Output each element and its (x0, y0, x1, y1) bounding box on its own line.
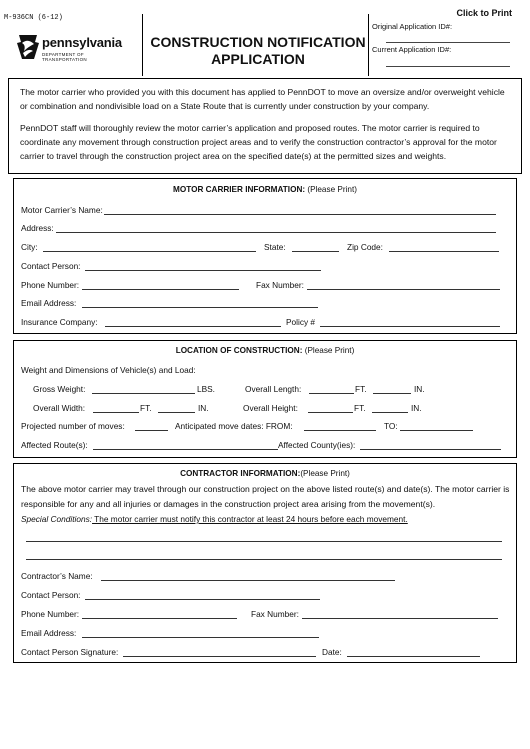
gross-weight-field[interactable] (92, 393, 195, 394)
lbs-unit: LBS. (197, 384, 215, 394)
fax-field[interactable] (307, 289, 500, 290)
insurance-company-field[interactable] (105, 326, 281, 327)
page-title: CONSTRUCTION NOTIFICATION APPLICATION (150, 34, 366, 67)
contact-person-field[interactable] (85, 270, 321, 271)
contractor-fax-field[interactable] (302, 618, 498, 619)
motor-carrier-heading: MOTOR CARRIER INFORMATION: (Please Print) (173, 185, 357, 194)
gross-weight-label: Gross Weight: (33, 384, 86, 394)
projected-moves-label: Projected number of moves: (21, 421, 125, 431)
contractor-email-label: Email Address: (21, 628, 77, 638)
agency-subtitle: DEPARTMENT OF TRANSPORTATION (42, 52, 87, 62)
state-field[interactable] (292, 251, 339, 252)
contractor-contact-field[interactable] (85, 599, 320, 600)
policy-field[interactable] (320, 326, 500, 327)
pennsylvania-logo (16, 34, 126, 64)
overall-width-label: Overall Width: (33, 403, 86, 413)
contractor-name-field[interactable] (101, 580, 395, 581)
height-ft-unit: FT. (354, 403, 366, 413)
contractor-fax-label: Fax Number: (251, 609, 299, 619)
weight-dimensions-label: Weight and Dimensions of Vehicle(s) and Load: (21, 365, 196, 375)
special-conditions-line-2[interactable] (26, 559, 502, 560)
affected-routes-label: Affected Route(s): (21, 440, 88, 450)
overall-height-in-field[interactable] (372, 412, 408, 413)
contractor-date-field[interactable] (347, 656, 480, 657)
special-conditions: Special Conditions: The motor carrier must notify this contractor at least 24 hours before each movement. (21, 514, 408, 524)
move-date-to-label: TO: (384, 421, 398, 431)
special-conditions-line-1[interactable] (26, 541, 502, 542)
move-date-to-field[interactable] (400, 430, 473, 431)
contractor-signature-label: Contact Person Signature: (21, 647, 119, 657)
overall-height-label: Overall Height: (243, 403, 298, 413)
current-application-id-label: Current Application ID#: (372, 45, 452, 54)
city-label: City: (21, 242, 38, 252)
keystone-icon (16, 34, 40, 60)
current-application-id-field[interactable] (386, 66, 510, 67)
phone-label: Phone Number: (21, 280, 80, 290)
intro-box (8, 78, 522, 174)
location-section (13, 340, 517, 458)
affected-county-field[interactable] (360, 449, 501, 450)
location-heading: LOCATION OF CONSTRUCTION: (Please Print) (175, 346, 355, 355)
contractor-statement: The above motor carrier may travel through our construction project on the above listed route(s) and date(s). The motor carrier is responsible for any and all injuries or damages in the construction project area arising from the movement(s). (21, 484, 510, 509)
zip-label: Zip Code: (347, 242, 383, 252)
anticipated-from-label: Anticipated move dates: FROM: (175, 421, 293, 431)
overall-width-in-field[interactable] (158, 412, 195, 413)
affected-county-label: Affected County(ies): (278, 440, 356, 450)
contractor-name-label: Contractor’s Name: (21, 571, 93, 581)
email-label: Email Address: (21, 298, 77, 308)
phone-field[interactable] (82, 289, 239, 290)
intro-paragraph-2: PennDOT staff will thoroughly review the motor carrier’s application and proposed routes. The motor carrier is required to coordinate any movement through construction project areas and to verify the construction contractor’s approval for the motor carrier to travel through the construction project area on the specified date(s) at the permitted sizes and weights. (20, 123, 497, 161)
click-to-print-button[interactable]: Click to Print (456, 8, 512, 18)
policy-label: Policy # (286, 317, 316, 327)
contractor-phone-label: Phone Number: (21, 609, 80, 619)
original-application-id-label: Original Application ID#: (372, 22, 453, 31)
overall-length-ft-field[interactable] (309, 393, 354, 394)
zip-field[interactable] (389, 251, 499, 252)
contractor-date-label: Date: (322, 647, 342, 657)
contractor-section (13, 463, 517, 663)
intro-paragraph-1: The motor carrier who provided you with this document has applied to PennDOT to move an oversize and/or overweight vehicle or combination and nondivisible load on a State Route that is currently under construction by your company. (20, 87, 505, 111)
contact-person-label: Contact Person: (21, 261, 81, 271)
original-application-id-field[interactable] (386, 42, 510, 43)
contractor-signature-field[interactable] (123, 656, 316, 657)
insurance-company-label: Insurance Company: (21, 317, 98, 327)
height-in-unit: IN. (411, 403, 422, 413)
move-date-from-field[interactable] (304, 430, 376, 431)
agency-name: pennsylvania (42, 35, 122, 50)
overall-width-ft-field[interactable] (93, 412, 139, 413)
length-ft-unit: FT. (355, 384, 367, 394)
address-label: Address: (21, 223, 54, 233)
overall-length-in-field[interactable] (373, 393, 411, 394)
state-label: State: (264, 242, 286, 252)
contractor-heading: CONTRACTOR INFORMATION:(Please Print) (180, 469, 350, 478)
motor-carrier-name-label: Motor Carrier’s Name: (21, 205, 103, 215)
fax-label: Fax Number: (256, 280, 304, 290)
length-in-unit: IN. (414, 384, 425, 394)
overall-height-ft-field[interactable] (308, 412, 353, 413)
affected-routes-field[interactable] (93, 449, 278, 450)
city-field[interactable] (43, 251, 256, 252)
width-ft-unit: FT. (140, 403, 152, 413)
projected-moves-field[interactable] (135, 430, 168, 431)
address-field[interactable] (56, 232, 496, 233)
contractor-email-field[interactable] (82, 637, 319, 638)
width-in-unit: IN. (198, 403, 209, 413)
email-field[interactable] (82, 307, 318, 308)
contractor-phone-field[interactable] (82, 618, 237, 619)
form-number: M-936CN (6-12) (4, 14, 63, 22)
contractor-contact-label: Contact Person: (21, 590, 81, 600)
motor-carrier-section (13, 178, 517, 334)
overall-length-label: Overall Length: (245, 384, 302, 394)
motor-carrier-name-field[interactable] (104, 214, 496, 215)
